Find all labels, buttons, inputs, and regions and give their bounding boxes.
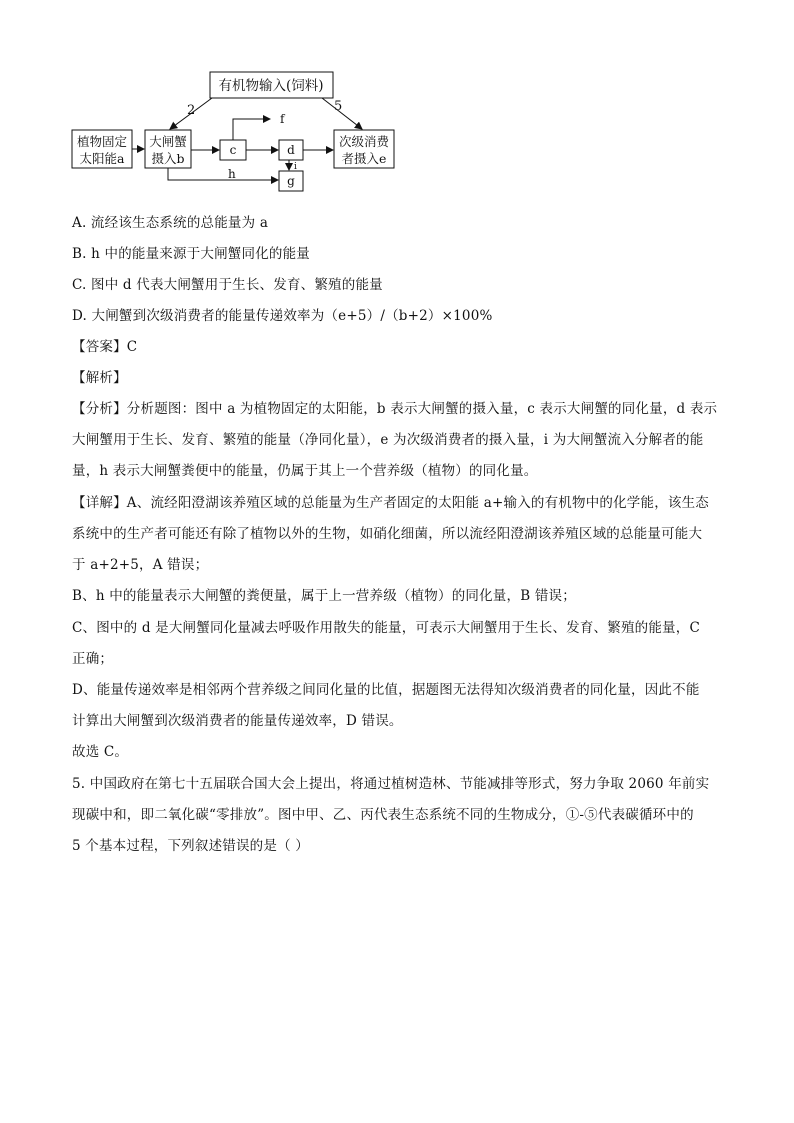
analysis-line-3: 量，h 表示大闸蟹粪便中的能量，仍属于其上一个营养级（植物）的同化量。 [72, 463, 538, 479]
label-f: f [280, 112, 285, 126]
detail-line-3: 于 a+2+5，A 错误； [72, 557, 209, 573]
question5-line-1: 5. 中国政府在第七十五届联合国大会上提出，将通过植树造林、节能减排等形式，努力争取 2060 年前实 [72, 776, 710, 792]
arrow-crab-to-g [168, 168, 278, 180]
label-h: h [228, 167, 236, 181]
plant-box-line2: 太阳能a [79, 151, 125, 166]
label-2: 2 [187, 103, 196, 118]
option-d: D. 大闸蟹到次级消费者的能量传递效率为（e+5）/（b+2）×100% [72, 308, 493, 324]
box-c-label: c [229, 143, 237, 157]
option-b: B. h 中的能量来源于大闸蟹同化的能量 [72, 246, 310, 262]
box-g-label: g [287, 174, 295, 188]
organic-input-label: 有机物输入(饲料) [218, 78, 324, 94]
question5-line-2: 现碳中和，即二氧化碳“零排放”。图中甲、乙、丙代表生态系统不同的生物成分，①-⑤代表碳循环中的 [72, 807, 694, 823]
detail-line-9: 故选 C。 [72, 744, 129, 760]
detail-line-2: 系统中的生产者可能还有除了植物以外的生物，如硝化细菌，所以流经阳澄湖该养殖区域的总能量可能大 [72, 526, 703, 542]
energy-flow-diagram [70, 68, 400, 196]
label-i: i [294, 162, 297, 172]
crab-box-line1: 大闸蟹 [149, 134, 187, 149]
detail-line-4: B、h 中的能量表示大闸蟹的粪便量，属于上一营养级（植物）的同化量，B 错误； [72, 588, 576, 604]
answer-line: 【答案】C [72, 339, 138, 355]
detail-line-5: C、图中的 d 是大闸蟹同化量减去呼吸作用散失的能量，可表示大闸蟹用于生长、发育、繁殖的能量，C [72, 620, 700, 636]
crab-box-line2: 摄入b [151, 151, 185, 166]
option-a: A. 流经该生态系统的总能量为 a [72, 215, 269, 231]
option-c: C. 图中 d 代表大闸蟹用于生长、发育、繁殖的能量 [72, 277, 383, 293]
consumer-box-line1: 次级消费 [338, 134, 390, 149]
analysis-line-1: 【分析】分析题图：图中 a 为植物固定的太阳能，b 表示大闸蟹的摄入量，c 表示大闸蟹的同化量，d 表示 [72, 401, 718, 417]
analysis-title: 【解析】 [72, 370, 127, 386]
box-d-label: d [287, 143, 295, 157]
detail-line-1: 【详解】A、流经阳澄湖该养殖区域的总能量为生产者固定的太阳能 a+输入的有机物中的化学能，该生态 [72, 495, 709, 511]
consumer-box-line2: 者摄入e [341, 151, 387, 166]
label-5: 5 [334, 99, 343, 114]
detail-line-8: 计算出大闸蟹到次级消费者的能量传递效率，D 错误。 [72, 713, 403, 729]
detail-line-6: 正确； [72, 651, 114, 667]
question5-line-3: 5 个基本过程，下列叙述错误的是（ ） [72, 838, 309, 854]
analysis-line-2: 大闸蟹用于生长、发育、繁殖的能量（净同化量），e 为次级消费者的摄入量，i 为大闸蟹流入分解者的能 [72, 432, 704, 448]
arrow-c-to-f [233, 119, 270, 140]
detail-line-7: D、能量传递效率是相邻两个营养级之间同化量的比值，据题图无法得知次级消费者的同化量，因此不能 [72, 682, 700, 698]
plant-box-line1: 植物固定 [76, 134, 128, 149]
